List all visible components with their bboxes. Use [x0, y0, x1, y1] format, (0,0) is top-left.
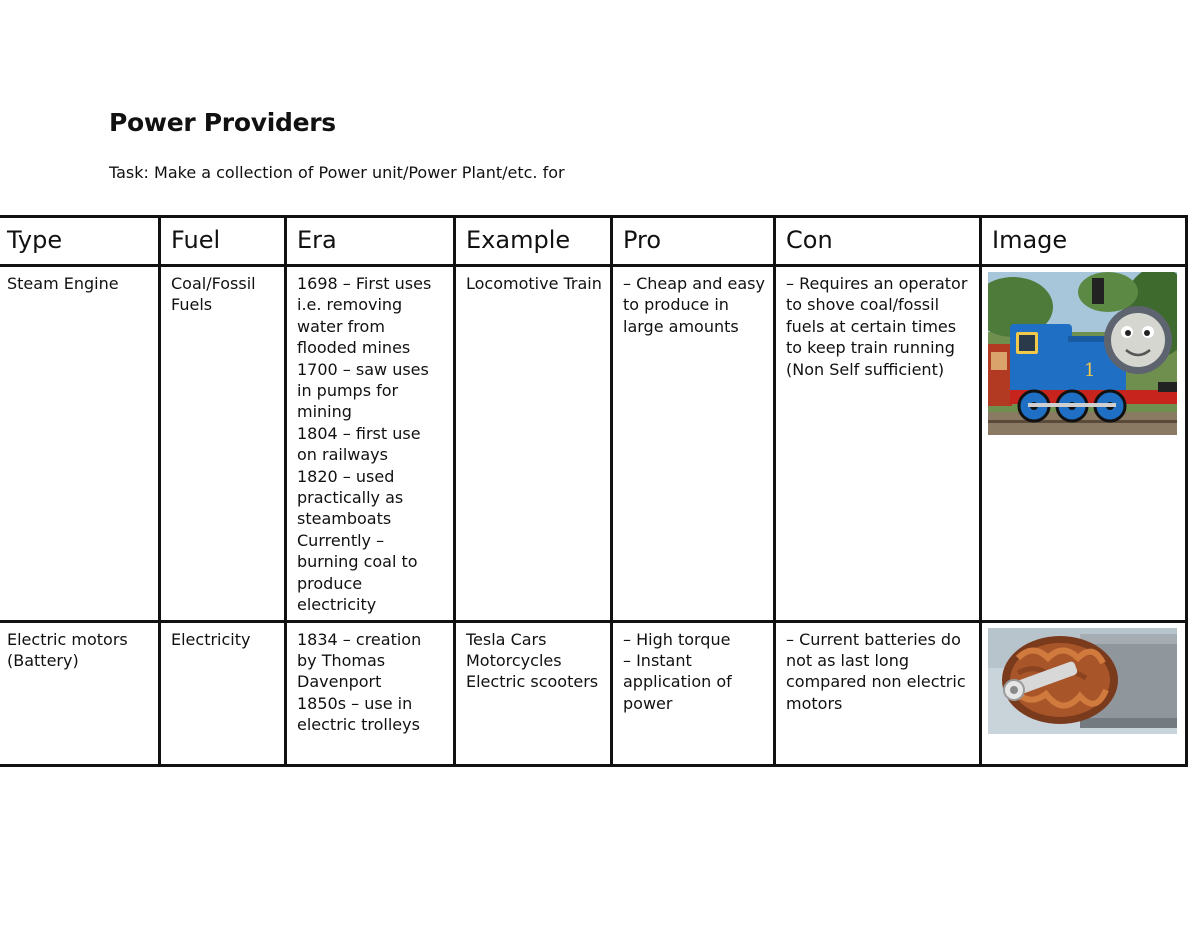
table-row — [0, 266, 1187, 622]
cell-era: 1834 – creation by Thomas Davenport 1850s – use in electric trolleys — [286, 621, 455, 765]
electric-motor-image — [988, 628, 1177, 734]
header-image: Image — [981, 217, 1187, 266]
cell-fuel: Coal/Fossil Fuels — [160, 266, 286, 622]
cell-fuel: Electricity — [160, 621, 286, 765]
cell-example: Tesla Cars Motorcycles Electric scooters — [455, 621, 612, 765]
cell-con: – Current batteries do not as last long compared non electric motors — [775, 621, 981, 765]
table-header-row — [0, 217, 1187, 266]
header-fuel: Fuel — [160, 217, 286, 266]
steam-locomotive-image — [988, 272, 1177, 435]
table-row — [0, 621, 1187, 765]
cell-example: Locomotive Train — [455, 266, 612, 622]
header-pro: Pro — [612, 217, 775, 266]
cell-era: 1698 – First uses i.e. removing water from flooded mines 1700 – saw uses in pumps for mining 1804 – first use on railways 1820 – used practically as steamboats Currently – burning coal to produce electricity — [286, 266, 455, 622]
cell-type: Electric motors (Battery) — [0, 621, 160, 765]
cell-image — [981, 266, 1187, 622]
task-description: Task: Make a collection of Power unit/Power Plant/etc. for — [109, 163, 565, 182]
cell-pro: – Cheap and easy to produce in large amounts — [612, 266, 775, 622]
power-providers-table — [0, 215, 1188, 767]
cell-type: Steam Engine — [0, 266, 160, 622]
header-era: Era — [286, 217, 455, 266]
header-example: Example — [455, 217, 612, 266]
cell-con: – Requires an operator to shove coal/fossil fuels at certain times to keep train running (Non Self sufficient) — [775, 266, 981, 622]
svg-text:1: 1 — [1084, 360, 1096, 381]
cell-pro: – High torque – Instant application of power — [612, 621, 775, 765]
header-type: Type — [0, 217, 160, 266]
cell-image — [981, 621, 1187, 765]
page-title: Power Providers — [109, 108, 336, 137]
header-con: Con — [775, 217, 981, 266]
